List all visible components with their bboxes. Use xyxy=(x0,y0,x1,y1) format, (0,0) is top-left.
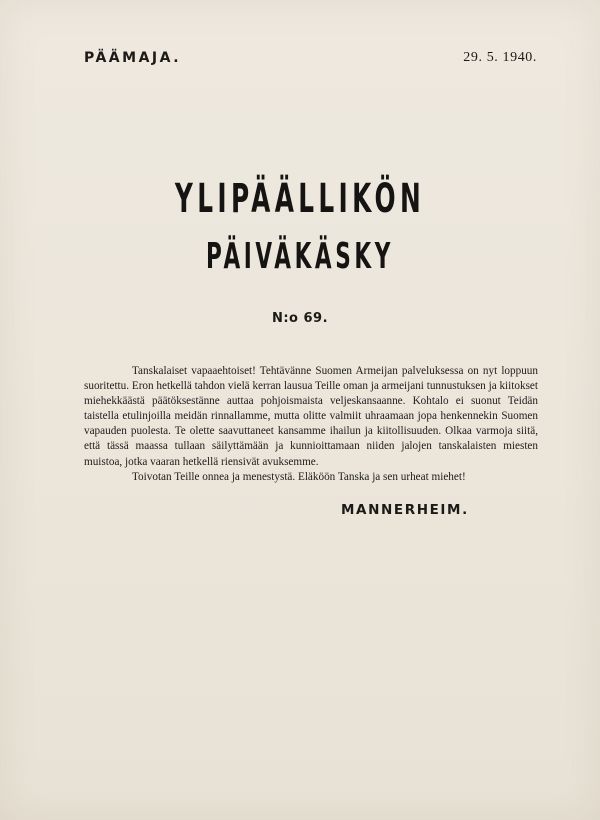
header-date: 29. 5. 1940. xyxy=(463,50,537,65)
signature: MANNERHEIM. xyxy=(341,502,469,518)
order-number: N:o 69. xyxy=(271,311,329,326)
order-body xyxy=(84,364,538,485)
body-paragraph-2: Toivotan Teille onnea ja menestystä. Eläköön Tanska ja sen urheat miehet! xyxy=(132,470,466,483)
title-line-2: PÄIVÄKÄSKY xyxy=(206,236,394,277)
body-paragraph-1: Tanskalaiset vapaaehtoiset! Tehtävänne Suomen Armeijan palveluksessa on nyt loppuun suoritettu. Eron hetkellä tahdon vielä kerran lausua Teille oman ja armeijani tunnustuksen ja kiitokset miehekkäästä päätöksestänne auttaa pohjoismaista veljeskansaanne. Kohtalo ei suonut Teidän taistella etulinjoilla meidän rinnallamme, mutta olitte valmiit uhraamaan jopa henkennekin Suomen vapauden puolesta. Te olette saavuttaneet kansamme ihailun ja kiitollisuuden. Olkaa varmoja siitä, että tässä maassa tullaan säilyttämään ja kunnioittamaan niiden jalojen tanskalaisten miesten muistoa, jotka vaaran hetkellä riensivät avuksemme. xyxy=(84,365,538,468)
header-place: PÄÄMAJA. xyxy=(84,50,182,66)
title-line-1: YLIPÄÄLLIKÖN xyxy=(174,176,426,222)
